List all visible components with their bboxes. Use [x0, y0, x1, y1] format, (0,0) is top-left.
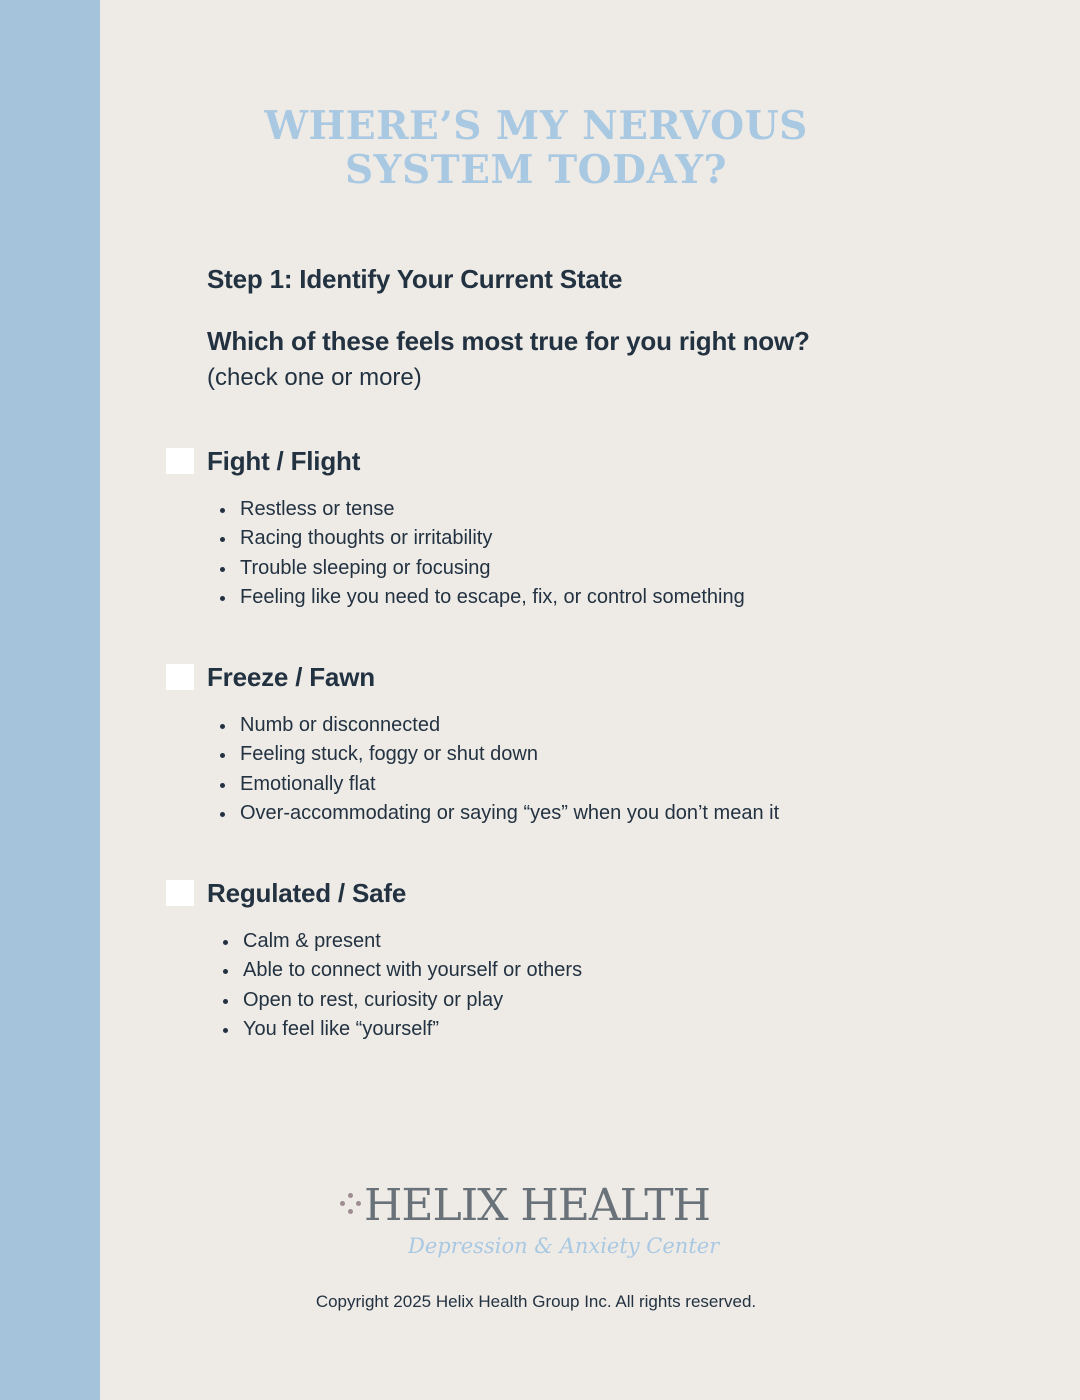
helix-health-logo	[340, 1180, 750, 1270]
state-header	[166, 659, 926, 695]
step-heading: Step 1: Identify Your Current State	[207, 264, 623, 294]
diamond-dots-icon	[340, 1193, 362, 1215]
logo-tagline: Depression & Anxiety Center	[408, 1234, 720, 1258]
list-item: Feeling like you need to escape, fix, or control something	[218, 583, 745, 612]
list-item: Able to connect with yourself or others	[221, 956, 582, 985]
instruction-text: (check one or more)	[207, 364, 422, 391]
list-item: Calm & present	[221, 927, 582, 956]
checkbox-regulated-safe[interactable]	[166, 880, 194, 906]
list-item: Restless or tense	[218, 495, 745, 524]
list-item: Emotionally flat	[218, 770, 779, 799]
symptom-list-regulated-safe	[221, 927, 582, 1044]
state-freeze-fawn	[166, 659, 926, 824]
list-item: Trouble sleeping or focusing	[218, 554, 745, 583]
page-title-line-2: SYSTEM TODAY?	[345, 147, 727, 193]
state-header	[166, 443, 926, 479]
checkbox-freeze-fawn[interactable]	[166, 664, 194, 690]
state-header	[166, 875, 926, 911]
copyright-notice: Copyright 2025 Helix Health Group Inc. All rights reserved.	[315, 1292, 757, 1311]
sidebar-stripe	[0, 0, 100, 1400]
list-item: Open to rest, curiosity or play	[221, 986, 582, 1015]
list-item: Over-accommodating or saying “yes” when you don’t mean it	[218, 799, 779, 828]
page-title-line-1: WHERE’S MY NERVOUS	[264, 103, 808, 149]
state-title-regulated-safe: Regulated / Safe	[207, 878, 407, 908]
page-title	[100, 104, 972, 192]
symptom-list-freeze-fawn	[218, 711, 779, 828]
list-item: Racing thoughts or irritability	[218, 524, 745, 553]
question-text: Which of these feels most true for you right now?	[207, 326, 810, 356]
list-item: You feel like “yourself”	[221, 1015, 582, 1044]
state-regulated-safe	[166, 875, 926, 1040]
state-title-freeze-fawn: Freeze / Fawn	[207, 662, 375, 692]
symptom-list-fight-flight	[218, 495, 745, 612]
list-item: Feeling stuck, foggy or shut down	[218, 740, 779, 769]
logo-name: HELIX HEALTH	[364, 1180, 711, 1231]
state-fight-flight	[166, 443, 926, 608]
state-title-fight-flight: Fight / Flight	[207, 446, 361, 476]
list-item: Numb or disconnected	[218, 711, 779, 740]
checkbox-fight-flight[interactable]	[166, 448, 194, 474]
